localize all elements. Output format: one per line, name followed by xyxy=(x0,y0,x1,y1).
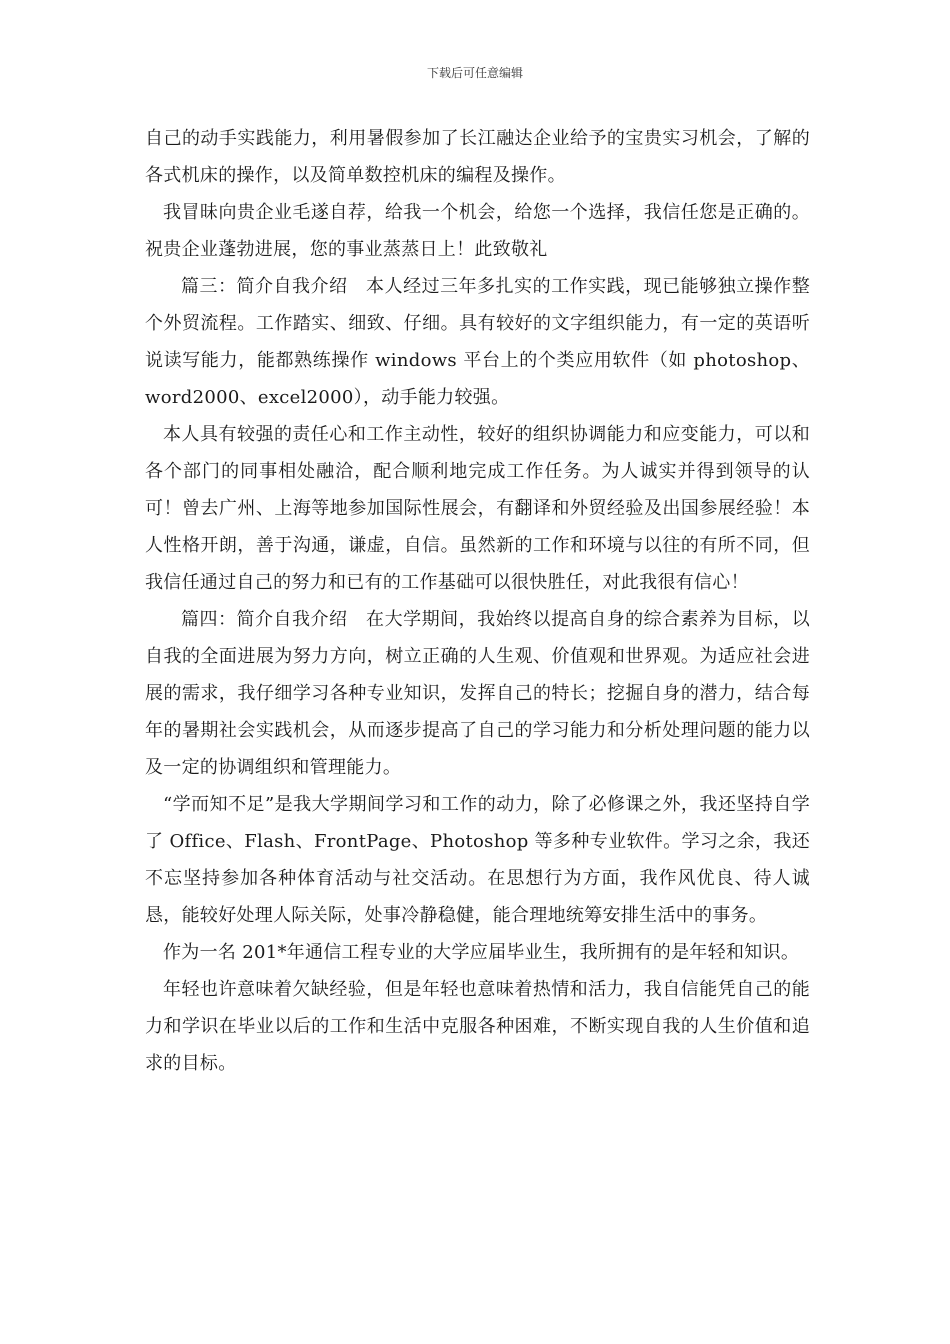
paragraph-7: 作为一名 201*年通信工程专业的大学应届毕业生，我所拥有的是年轻和知识。 xyxy=(163,942,800,963)
paragraph-4: 本人具有较强的责任心和工作主动性，较好的组织协调能力和应变能力，可以和各个部门的同事相处融洽，配合顺利地完成工作任务。为人诚实并得到领导的认可！曾去广州、上海等地参加国际性展会，有翻译和外贸经验及出国参展经验！本人性格开朗，善于沟通，谦虚，自信。虽然新的工作和环境与以往的有所不同，但我信任通过自己的努力和已有的工作基础可以很快胜任，对此我很有信心！ xyxy=(145,424,810,593)
paragraph-1: 自己的动手实践能力，利用暑假参加了长江融达企业给予的宝贵实习机会，了解的各式机床的操作，以及简单数控机床的编程及操作。 xyxy=(145,128,810,186)
document-body xyxy=(145,120,810,1082)
paragraph-6: “学而知不足”是我大学期间学习和工作的动力，除了必修课之外，我还坚持自学了 Office、Flash、FrontPage、Photoshop 等多种专业软件。学习之余，我还不忘坚持参加各种体育活动与社交活动。在思想行为方面，我作风优良、待人诚恳，能较好处理人际关际，处事冷静稳健，能合理地统筹安排生活中的事务。 xyxy=(145,794,810,926)
page-header: 下载后可任意编辑 xyxy=(426,66,523,80)
paragraph-3: 篇三：简介自我介绍 本人经过三年多扎实的工作实践，现已能够独立操作整个外贸流程。工作踏实、细致、仔细。具有较好的文字组织能力，有一定的英语听说读写能力，能都熟练操作 windows 平台上的个类应用软件（如 photoshop、word2000、excel2000），动手能力较强。 xyxy=(145,276,810,408)
paragraph-8: 年轻也许意味着欠缺经验，但是年轻也意味着热情和活力，我自信能凭自己的能力和学识在毕业以后的工作和生活中克服各种困难，不断实现自我的人生价值和追求的目标。 xyxy=(145,979,810,1074)
paragraph-2: 我冒昧向贵企业毛遂自荐，给我一个机会，给您一个选择，我信任您是正确的。祝贵企业蓬勃进展，您的事业蒸蒸日上！此致敬礼 xyxy=(145,202,810,260)
paragraph-5: 篇四：简介自我介绍 在大学期间，我始终以提高自身的综合素养为目标，以自我的全面进展为努力方向，树立正确的人生观、价值观和世界观。为适应社会进展的需求，我仔细学习各种专业知识，发挥自己的特长；挖掘自身的潜力，结合每年的暑期社会实践机会，从而逐步提高了自己的学习能力和分析处理问题的能力以及一定的协调组织和管理能力。 xyxy=(145,609,810,778)
